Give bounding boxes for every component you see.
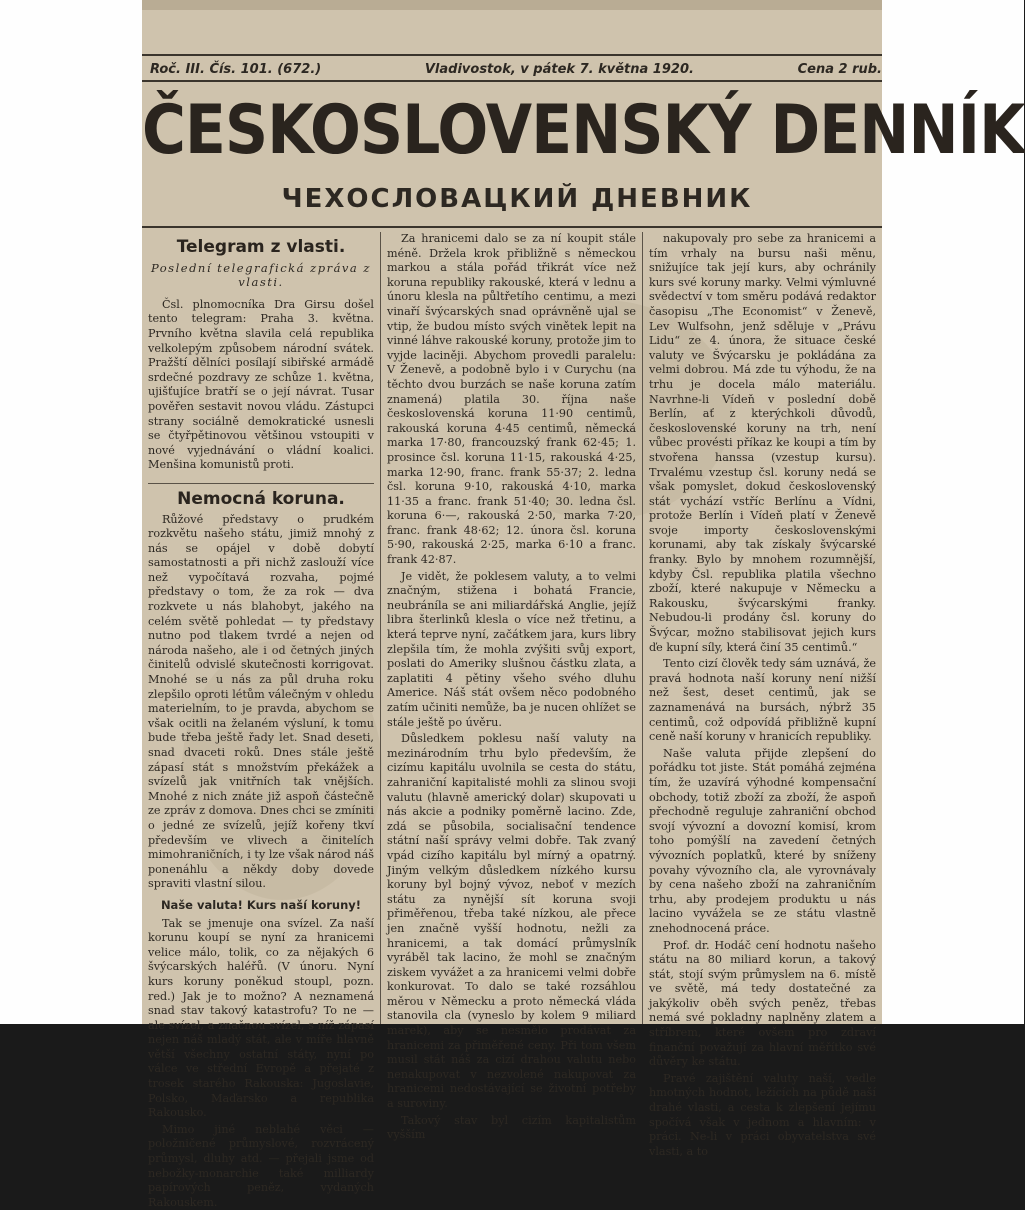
article-paragraph: Tak se jmenuje ona svízel. Za naší korunu koupí se nyní za hranicemi velice málo, tolik, co za nějakých 6 švýcarských haléřů. (V únoru. Nyní kurs koruny poněkud stoupl, pozn. red.) Jak je to možno? A neznamená snad stav takový katastrofu? To ne — ale svízel, a značnou svízel, s níž zápasí nejen náš mladý stát, ale v míře hlavně větší všechny ostatní státy, nyní po válce ve střední Evropě a přejaté z trosek starého Rakouska: Jugoslavie, Polsko, Maďarsko a republika Rakousko. bbox=[148, 916, 374, 1120]
masthead-top-rule bbox=[142, 54, 882, 56]
issue-number: Roč. III. Čís. 101. (672.) bbox=[150, 61, 322, 77]
article-heading: Telegram z vlasti. bbox=[176, 237, 346, 257]
newspaper-page bbox=[142, 0, 1025, 1209]
article-columns bbox=[142, 232, 882, 1209]
article-paragraph: Mimo jiné neblahé věci — položničené průmyslové, rozvrácený průmysl, dluhy atd. — přejali jsme od nebožky-monarchie také milliardy papírových peněz, vydaných Rakouskem. bbox=[148, 1122, 374, 1209]
article-paragraph: Za hranicemi dalo se za ní koupit stále méně. Držela krok přibližně s německou markou a stála pořád třikrát více než koruna republiky rakouské, která v lednu a únoru klesla na půltřetího centimu, a mezi vinaří švýcarských snad oprávněně ujal se vtip, že budou místo svých vinětek lepit na vinné láhve rakouské koruny, protože jim to vyjde laciněji. Abychom provedli paralelu: V Ženevě, a podobně bylo i v Curychu (na těchto dvou burzách se naše koruna zatím znamená) platila 30. října naše československá koruna 11·90 centimů, rakouská koruna 4·45 centimů, německá marka 17·80, francouzský frank 62·45; 1. prosince čsl. koruna 11·15, rakouská 4·25, marka 12·90, franc. frank 55·37; 2. ledna čsl. koruna 9·10, rakouská 4·10, marka 11·35 a franc. frank 51·40; 30. ledna čsl. koruna 6·—, rakouská 2·50, marka 7·20, franc. frank 48·62; 12. února čsl. koruna 5·90, rakouská 2·25, marka 6·10 a franc. frank 42·87. bbox=[387, 232, 636, 567]
column-1 bbox=[142, 232, 380, 1209]
article-paragraph: Důsledkem poklesu naší valuty na mezinárodním trhu bylo především, že cizímu kapitálu uvolnila se cesta do státu, zahraniční kapitalisté mohli za slinou svoji valutu (hlavně americký dolar) skupovati u nás akcie a podniky poměrně lacino. Zde, zdá se působila, socialisační tendence státní naší správy velmi dobře. Tak zvaný vpád cizího kapitálu byl mírný a opatrný. Jiným velkým důsledkem nízkého kursu koruny byl bojný vývoz, neboť v mezích státu za nynější sít koruna svoji přiměřenou, třeba také nízkou, ale přece jen značně vyšší hodnotu, nežli za hranicemi, a tak domácí průmyslník vyráběl tak lacino, že mohl se značným ziskem vyvážet a za hranicemi velmi dobře konkurovat. To dalo se také rozsáhlou měrou v Německu a proto německá vláda stanovila cla (vyneslo by kolem 9 miliard marek), aby se nesmělo prodávat za hranicemi za přiměřené ceny. Při tom všem musil stát náš za cizí drahou valutu nebo nenakupovat v nezvolené nakupovat za hranicemi nedostávající se životní potřeby a suroviny. bbox=[387, 732, 636, 1111]
article-paragraph: nakupovaly pro sebe za hranicemi a tím vrhaly na bursu naši měnu, snižujíce tak její kurs, aby ochránily kurs své koruny marky. Velmi výmluvné svědectví v tom směru podává redaktor časopisu „The Economist“ v Ženevě, Lev Wulfsohn, jenž sděluje v „Právu Lidu“ ze 4. února, že situace české valuty ve Švýcarsku je pokládána za velmi dobrou. Má zde tu výhodu, že na trhu je docela málo materiálu. Navrhne-li Vídeň v poslední době Berlín, ať z kterýchkoli důvodů, československé koruny na trh, není vůbec provésti příkaz ke koupi a tím by stvořena hanssa (vzestup kursu). Trvalému vzestup čsl. koruny nedá se však pomyslet, dokud československý stát vychází vstříc Berlínu a Vídni, protože Berlín i Vídeň platí v Ženevě svoje importy československými korunami, aby tak získaly švýcarské franky. Bylo by mnohem rozumnější, kdyby Čsl. republika platila všechno zboží, které nakupuje v Německu a Rakousku, švýcarskými franky. Nebudou-li prodány čsl. koruny do Švýcar, možno stabilisovat jejich kurs ďe kupní síly, která činí 35 centimů.“ bbox=[649, 232, 876, 654]
article-divider bbox=[148, 483, 374, 484]
article-paragraph: Tento cizí člověk tedy sám uznává, že pravá hodnota naší koruny není nižší než šest, deset centimů, jak se zaznamenává na bursách, nýbrž 35 centimů, což odpovídá přibližně kupní ceně naší koruny v hranicích republiky. bbox=[649, 657, 876, 744]
article-paragraph: Pravé zajištění valuty naší, vedle hmotných hodnot, ležících na půdě naší drahé vlasti, a cesta k zlepšení jejímu spočívá však v jednom a hlavním: v práci. Ne-li v práci obyvatelstva své vlasti, a to bbox=[649, 1071, 876, 1158]
article-paragraph: Prof. dr. Hodáč cení hodnotu našeho státu na 80 miliard korun, a takový stát, stojí svým průmyslem na 6. místě ve světě, má tedy dostatečné za jakýkoliv oběh svých peněz, třebas nemá své pokladny naplněny zlatem a stříbrem, které ovšem pro zdraví finanční považují za hlavní měřítko své důvěry ke státu. bbox=[649, 938, 876, 1069]
column-2 bbox=[380, 232, 642, 1142]
price: Cena 2 rub. bbox=[797, 61, 882, 77]
paper-top-edge bbox=[142, 0, 882, 10]
place-date: Vladivostok, v pátek 7. května 1920. bbox=[424, 61, 694, 77]
newspaper-subtitle: ЧЕХОСЛОВАЦКИЙ ДНЕВНИК bbox=[281, 184, 753, 214]
article-lead: Poslední telegrafická zpráva z vlasti. bbox=[150, 260, 371, 290]
article-heading: Nemocná koruna. bbox=[177, 488, 345, 509]
header-rule bbox=[142, 226, 882, 228]
newspaper-title: ČESKOSLOVENSKÝ DENNÍK bbox=[142, 91, 1025, 170]
article-paragraph: Růžové představy o prudkém rozkvětu našeho státu, jimiž mnohý z nás se opájel v době dobytí samostatnosti a při nichž zaslouží více než vypočítavá rozvaha, pojmé představy o tom, že za rok — dva rozkvete u nás blahobyt, jakého na celém světě pohledat — ty představy nutno pod tlakem tvrdé a nejen od národa našeho, ale i od četných jiných činitelů odvislé skutečnosti korrigovat. Mnohé se u nás za půl druha roku zlepšilo oproti létům válečným v ohledu materielním, to je pravda, abychom se však ocitli na želaném výsluní, k tomu bude třeba ještě řady let. Snad deseti, snad dvaceti roků. Dnes stále ještě zápasí stát s množstvím překážek a svízelů jak vnitřních tak vnějších. Mnohé z nich znáte již aspoň částečně ze zpráv z domova. Dnes chci se zmíniti o jedné ze svízelů, jejíž kořeny tkví především ve vlivech a činitelích mimohraničních, i ty lze však národ náš ponenáhlu a někdy doby dovede spraviti vlastní silou. bbox=[148, 512, 374, 891]
column-3 bbox=[642, 232, 882, 1158]
article-body: Čsl. plnomocníka Dra Girsu došel tento telegram: Praha 3. května. Prvního května slavila celá republika velkolepým způsobem národní svátek. Pražští dělníci posílají sibiřské armádě srdečné pozdravy ze schůze 1. května, ujišťujíce bratří se o její návrat. Tusar pověřen sestavit novou vládu. Zástupci strany sociálně demokratické usnesli se čtyřpětinovou většinou vstoupiti v nové vyjednávání o vládní koalici. Menšina komunistů proti. bbox=[148, 297, 374, 472]
article-paragraph: Je vidět, že poklesem valuty, a to velmi značným, stižena i bohatá Francie, neubráníla se ani miliardářská Anglie, jejíž libra šterlinků klesla o více než třetinu, a která teprve nyní, začátkem jara, kurs libry zlepšila tím, že mohla zvýšiti svůj export, poslati do Ameriky slušnou částku zlata, a zaplatiti 4 pětiny všeho svého dluhu Americe. Náš stát ovšem něco podobného zatím učiniti nemůže, ba je nucen ohlížet se stále ještě po úvěru. bbox=[387, 569, 636, 729]
article-paragraph: Takový stav byl cizím kapitalistům vyšším bbox=[387, 1113, 636, 1142]
article-subheading: Naše valuta! Kurs naší koruny! bbox=[160, 897, 362, 912]
article-paragraph: Naše valuta přijde zlepšení do pořádku tot jiste. Stát pomáhá zejména tím, že uzavírá výhodné kompensační obchody, totiž zboží za zboží, že aspoň přechodně reguluje zahraniční obchod svojí vývozní a dovozní komisí, krom toho pomýšlí na zavedení četných vývozních poplatků, které by sníženy povahy vývozního cla, ale vyrovnávaly by cena našeho zboží na zahraničním trhu, aby prodejem produktu u nás lacino vyvážela se ze státu vlastně znehodnocená práce. bbox=[649, 746, 876, 935]
masthead-info-line bbox=[150, 58, 882, 80]
